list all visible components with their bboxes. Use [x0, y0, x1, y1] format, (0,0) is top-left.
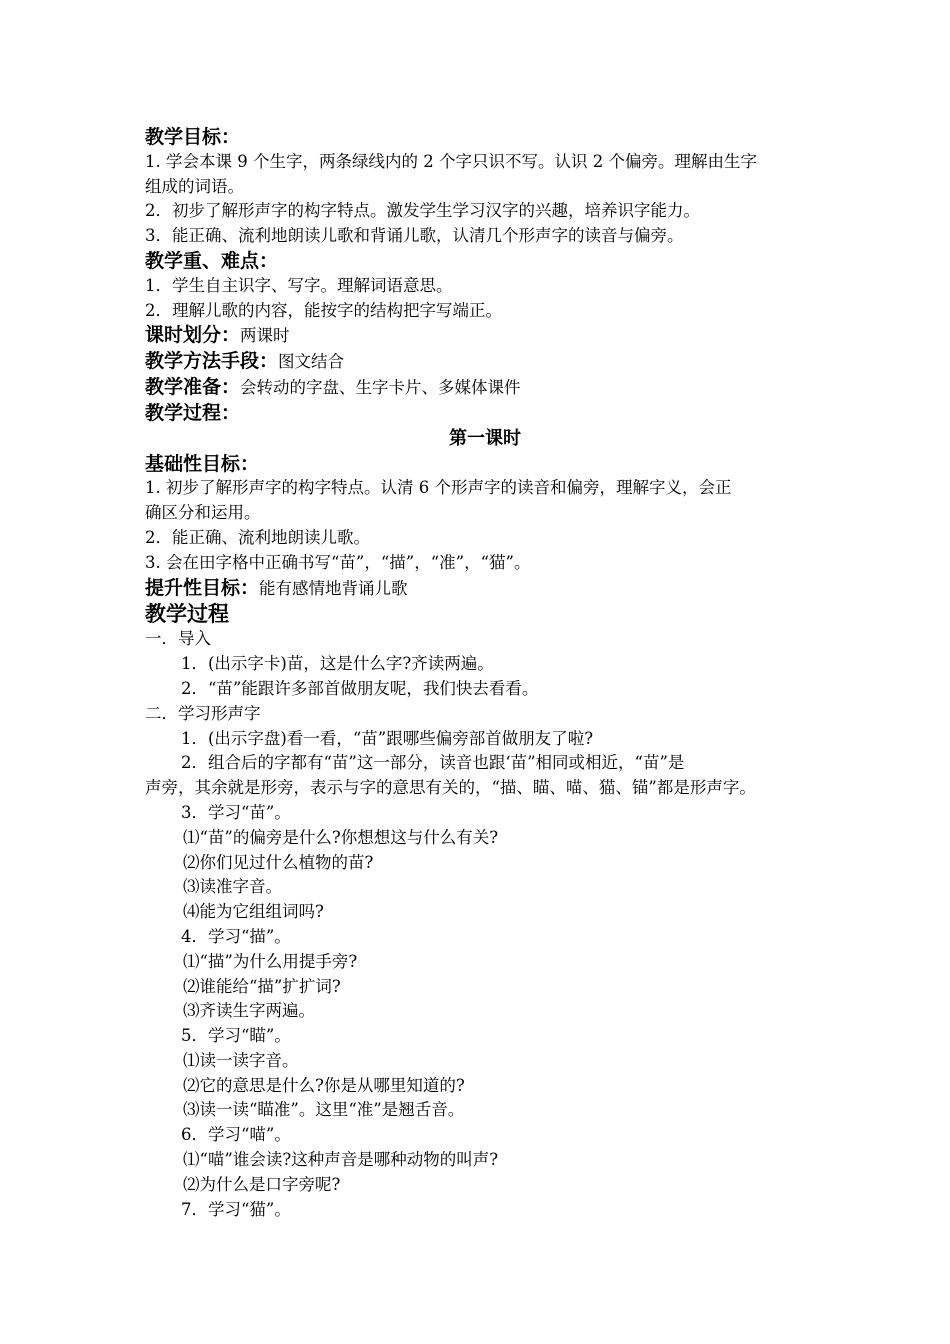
method-label: 教学方法手段： — [145, 350, 279, 373]
advanced-goal-value: 能有感情地背诵儿歌 — [259, 578, 408, 598]
keypoint-2: 2．理解儿歌的内容，能按字的结构把字写端正。 — [145, 300, 502, 320]
prep-label: 教学准备： — [145, 375, 241, 398]
learn-step-6-2: ⑵为什么是口字旁呢? — [183, 1174, 341, 1194]
advanced-goal-row — [145, 576, 825, 602]
schedule-row — [145, 323, 825, 349]
goal-1-line-a: 1. 学会本课 9 个生字，两条绿线内的 2 个字只识不写。认识 2 个偏旁。理解由生字 — [145, 151, 757, 171]
keypoint-1: 1．学生自主识字、写字。理解词语意思。 — [145, 275, 453, 295]
basic-goal-1-line-b: 确区分和运用。 — [145, 503, 261, 523]
method-row — [145, 349, 825, 375]
learn-step-5: 5．学习“瞄”。 — [181, 1026, 291, 1046]
learn-step-5-1: ⑴读一读字音。 — [183, 1050, 299, 1070]
goal-1-line-b: 组成的词语。 — [145, 176, 244, 196]
learn-step-3-3: ⑶读准字音。 — [183, 877, 282, 897]
prep-row — [145, 375, 825, 401]
schedule-value: 两课时 — [240, 326, 290, 346]
lesson-1-title: 第一课时 — [449, 427, 521, 449]
learn-step-4-3: ⑶齐读生字两遍。 — [183, 1001, 315, 1021]
section-intro-title: 一．导入 — [145, 629, 211, 649]
schedule-label: 课时划分： — [145, 324, 241, 347]
learn-step-3-1: ⑴“苗”的偏旁是什么?你想想这与什么有关? — [183, 827, 499, 847]
basic-goals-heading: 基础性目标： — [145, 452, 260, 475]
learn-step-4-2: ⑵谁能给“描”扩扩词? — [183, 976, 341, 996]
learn-step-4-1: ⑴“描”为什么用提手旁? — [183, 951, 358, 971]
basic-goal-1-line-a: 1. 初步了解形声字的构字特点。认清 6 个形声字的读音和偏旁，理解字义，会正 — [145, 478, 732, 498]
section-learn-title: 二．学习形声字 — [145, 703, 261, 723]
learn-step-3: 3．学习“苗”。 — [181, 802, 291, 822]
process-heading: 教学过程： — [145, 401, 241, 424]
learn-step-6-1: ⑴“喵”谁会读?这种声音是哪种动物的叫声? — [183, 1150, 499, 1170]
basic-goal-3: 3. 会在田字格中正确书写“苗”，“描”，“准”，“猫”。 — [145, 552, 531, 572]
learn-step-5-2: ⑵它的意思是什么?你是从哪里知道的? — [183, 1075, 465, 1095]
goal-3: 3．能正确、流利地朗读儿歌和背诵儿歌，认清几个形声字的读音与偏旁。 — [145, 226, 684, 246]
learn-step-3-2: ⑵你们见过什么植物的苗? — [183, 852, 374, 872]
intro-step-2: 2．“苗”能跟许多部首做朋友呢，我们快去看看。 — [181, 678, 539, 698]
prep-value: 会转动的字盘、生字卡片、多媒体课件 — [240, 377, 521, 397]
learn-step-7: 7．学习“猫”。 — [181, 1199, 291, 1219]
learn-step-3-4: ⑷能为它组组词吗? — [183, 902, 324, 922]
learn-step-2-line-b: 声旁，其余就是形旁，表示与字的意思有关的，“描、瞄、喵、猫、锚”都是形声字。 — [145, 778, 756, 798]
method-value: 图文结合 — [278, 352, 345, 372]
learn-step-6: 6．学习“喵”。 — [181, 1125, 291, 1145]
advanced-goal-label: 提升性目标： — [145, 576, 260, 599]
process-2-heading: 教学过程 — [145, 602, 229, 627]
lesson-plan-body — [145, 125, 825, 1222]
learn-step-1: 1．(出示字盘)看一看，“苗”跟哪些偏旁部首做朋友了啦? — [181, 728, 594, 748]
goal-2: 2．初步了解形声字的构字特点。激发学生学习汉字的兴趣，培养识字能力。 — [145, 201, 700, 221]
keypoints-heading: 教学重、难点： — [145, 249, 279, 272]
basic-goal-2: 2．能正确、流利地朗读儿歌。 — [145, 527, 370, 547]
intro-step-1: 1．(出示字卡)苗，这是什么字?齐读两遍。 — [181, 654, 494, 674]
learn-step-5-3: ⑶读一读“瞄准”。这里“准”是翘舌音。 — [183, 1100, 465, 1120]
learn-step-4: 4．学习“描”。 — [181, 926, 291, 946]
goals-heading: 教学目标： — [145, 126, 241, 148]
learn-step-2-line-a: 2．组合后的字都有“苗”这一部分，读音也跟‘苗”相同或相近，“苗”是 — [181, 753, 685, 773]
